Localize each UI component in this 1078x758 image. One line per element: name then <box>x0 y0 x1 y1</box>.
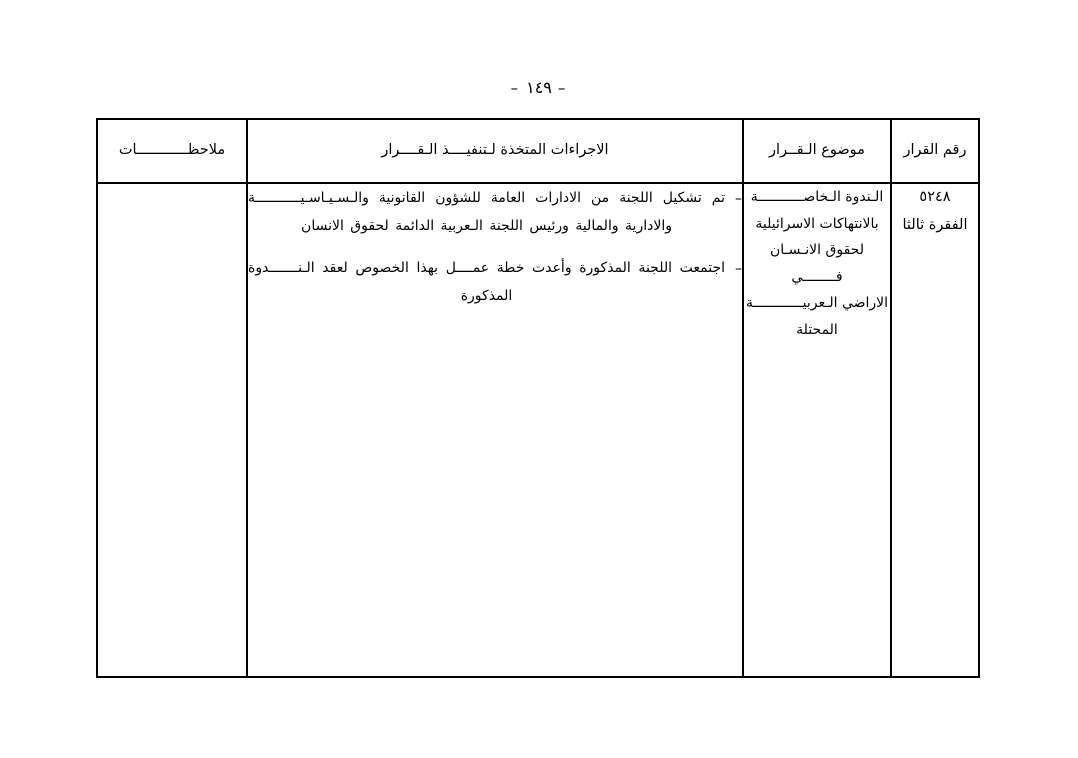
procedure-item <box>248 184 742 240</box>
page-number-dash-right: – <box>510 79 521 97</box>
subject-line-1: الـندوة الـخاصـــــــــــة <box>750 189 884 205</box>
cell-decision-subject <box>743 183 891 677</box>
page-number-value: ١٤٩ <box>526 78 552 97</box>
decision-number-line-1: ٥٢٤٨ <box>919 189 951 205</box>
procedure-text <box>248 184 725 240</box>
table-row <box>97 183 979 677</box>
procedure-line: والادارية والمالية ورئيس اللجنة الـعربية الدائمة لحقوق الانسان <box>301 218 672 234</box>
procedure-line: تم تشكيل اللجنة من الادارات العامة للشؤون القانونية والـسـيـاسـيـــــــــــة <box>248 190 725 206</box>
cell-decision-number <box>891 183 979 677</box>
decisions-table <box>96 118 980 678</box>
header-cell-decision-number: رقم القرار <box>891 119 979 183</box>
page-number <box>0 78 1078 97</box>
subject-line-5: المحتلة <box>796 321 838 338</box>
header-cell-notes: ملاحظــــــــــــات <box>97 119 247 183</box>
procedure-line: المذكورة <box>460 288 513 304</box>
table-header-row <box>97 119 979 183</box>
procedure-marker-icon: – <box>735 191 742 207</box>
procedure-marker-icon: – <box>735 261 742 277</box>
subject-line-3: لحقوق الانـسـان فــــــــي <box>770 242 864 285</box>
subject-line-2: بالانتهاكات الاسرائيلية <box>755 215 879 232</box>
decision-number-line-2: الفقرة ثالثا <box>902 216 968 233</box>
header-cell-procedures: الاجراءات المتخذة لـتنفيــــذ الـقــــرار <box>247 119 743 183</box>
procedure-item <box>248 254 742 310</box>
header-cell-decision-subject: موضوع الـقــرار <box>743 119 891 183</box>
page-number-dash-left: – <box>557 79 568 97</box>
procedure-text <box>248 254 725 310</box>
procedure-line: اجتمعت اللجنة المذكورة وأعدت خطة عمــــل بهذا الخصوص لعقد الـنـــــــدوة <box>248 260 725 276</box>
cell-notes <box>97 183 247 677</box>
subject-line-4: الاراضي الـعربيــــــــــــة <box>745 295 889 312</box>
cell-procedures <box>247 183 743 677</box>
